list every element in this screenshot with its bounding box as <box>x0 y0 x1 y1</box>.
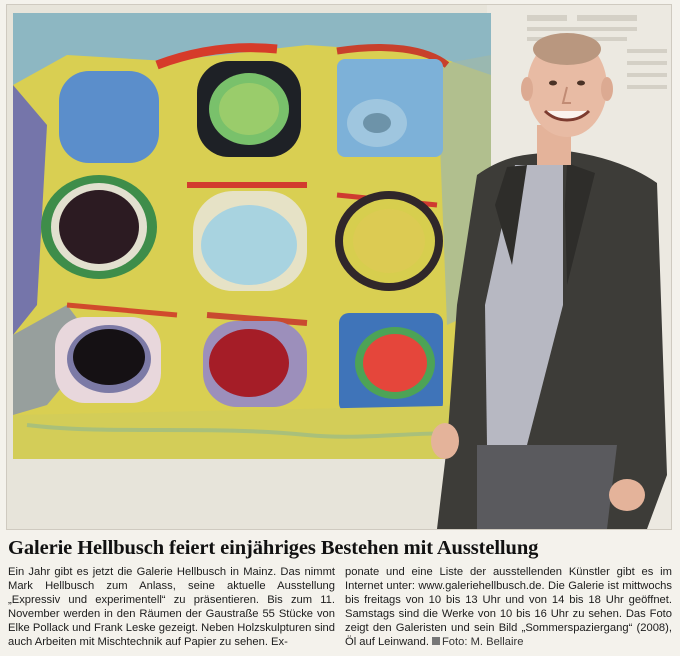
photo-credit: Foto: M. Bellaire <box>441 636 524 648</box>
painting <box>13 13 491 459</box>
article-text-right-body: ponate und eine Liste der ausstellenden Künstler gibt es im Internet unter: www.galeriehellbusch.de. Die Galerie ist mittwochs bis freitags von 10 bis 13 Uhr und von 14 bis 18 Uhr geöffnet. Samstags sind die Werke von 10 bis 16 Uhr zu sehen. Das Foto zeigt den Galeristen und sein Bild „Sommerspaziergang“ (2008), Öl auf Leinwand. <box>345 566 672 648</box>
photo-credit-square-icon <box>432 637 440 645</box>
article-photo <box>6 4 672 530</box>
article-body <box>8 565 672 653</box>
article-column-right <box>345 565 672 653</box>
article-text-left: Ein Jahr gibt es jetzt die Galerie Hellbusch in Mainz. Das nimmt Mark Hellbusch zum Anlass, seine aktuelle Ausstellung „Expressiv und experimentell“ zu präsentieren. Bis zum 11. November werden in den Räumen der Gaustraße 55 Stücke von Elke Pollack und Frank Leske gezeigt. Neben Holzskulpturen sind auch Arbeiten mit Mischtechnik auf Papier zu sehen. Ex- <box>8 566 335 648</box>
article-text-right <box>345 565 672 649</box>
article-column-left <box>8 565 335 653</box>
article-headline: Galerie Hellbusch feiert einjähriges Bestehen mit Ausstellung <box>8 537 539 559</box>
